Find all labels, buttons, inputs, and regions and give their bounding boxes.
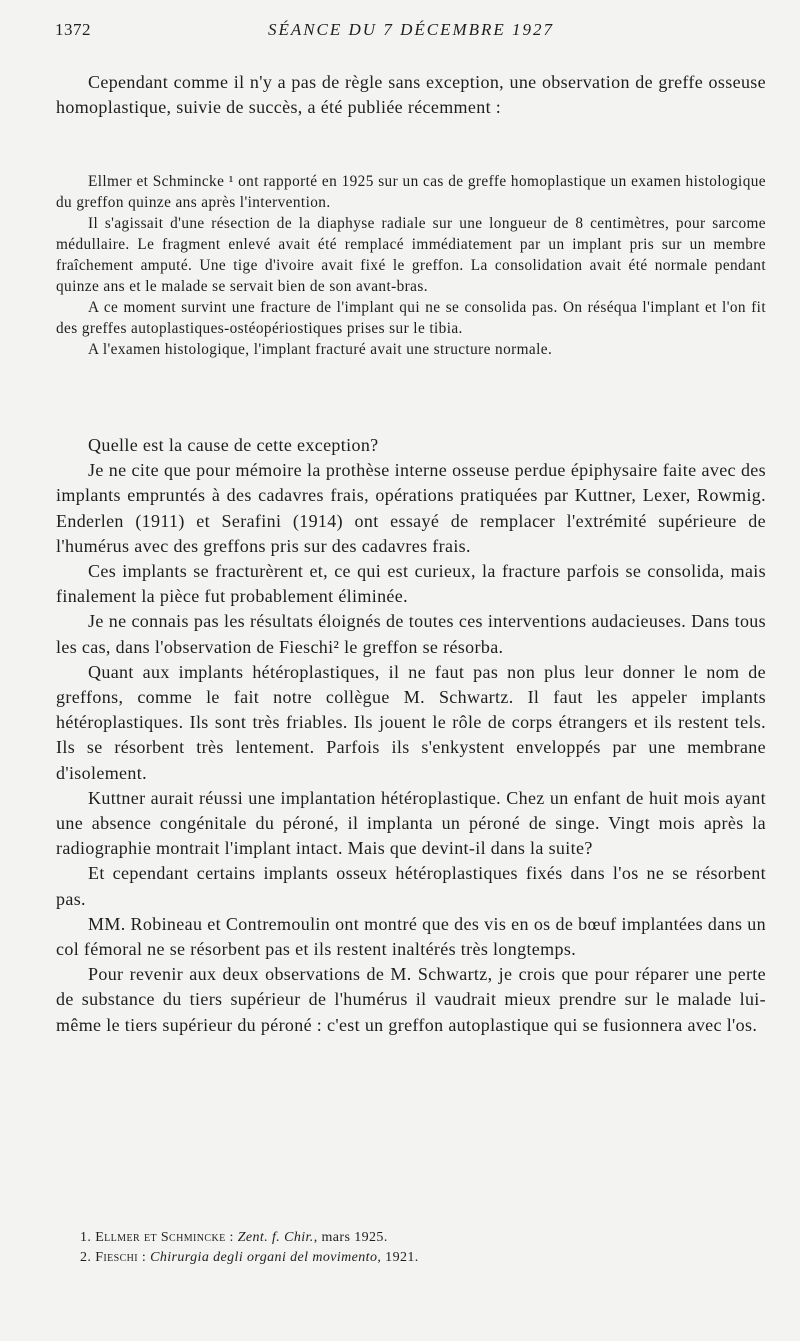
footnote-separator: :	[225, 1230, 238, 1245]
footnote-number: 1.	[80, 1230, 92, 1245]
page-header	[55, 18, 767, 44]
body-paragraph: Quelle est la cause de cette exception?	[88, 435, 379, 455]
quote-paragraph: A l'examen histologique, l'implant fracturé avait une structure normale.	[88, 341, 553, 358]
footnote-2	[80, 1248, 720, 1268]
body-paragraph: Je ne connais pas les résultats éloignés de toutes ces interventions audacieuses. Dans tous les cas, dans l'observation de Fieschi² le greffon se résorba.	[56, 611, 766, 657]
quoted-observation	[56, 171, 766, 360]
footnote-authors: Fieschi	[95, 1250, 139, 1265]
footnote-separator: :	[138, 1250, 151, 1265]
footnote-date: , mars 1925.	[313, 1230, 388, 1245]
body-paragraph: Ces implants se fracturèrent et, ce qui est curieux, la fracture parfois se consolida, mais finalement la pièce fut probablement éliminée.	[56, 561, 766, 607]
body-paragraph: MM. Robineau et Contremoulin ont montré que des vis en os de bœuf implantées dans un col fémoral ne se résorbent pas et ils restent inaltérés très longtemps.	[56, 913, 766, 960]
body-paragraph: Pour revenir aux deux observations de M. Schwartz, je crois que pour réparer une perte de substance du tiers supérieur de l'humérus il vaudrait mieux prendre sur le malade lui-même le tiers supérieur du péroné : c'est un greffon autoplastique qui se fusionnera avec l'os.	[56, 964, 766, 1035]
body-paragraph: Je ne cite que pour mémoire la prothèse interne osseuse perdue épiphysaire faite avec des implants empruntés à des cadavres frais, opérations pratiquées par Kuttner, Lexer, Rowmig. Enderlen (1911) et Serafini (1914) ont essayé de remplacer l'extrémité supérieure de l'humérus avec des greffons pris sur des cadavres frais.	[56, 460, 766, 556]
page-number: 1372	[55, 20, 91, 39]
running-head: SÉANCE DU 7 DÉCEMBRE 1927	[267, 20, 555, 39]
footnote-authors: Ellmer et Schmincke	[95, 1230, 226, 1245]
footnote-1	[80, 1228, 720, 1248]
footnote-number: 2.	[80, 1250, 92, 1265]
intro-paragraph: Cependant comme il n'y a pas de règle sans exception, une observation de greffe osseuse homoplastique, suivie de succès, a été publiée récemment :	[56, 72, 766, 118]
footnote-date: , 1921.	[377, 1250, 419, 1265]
body-paragraph: Kuttner aurait réussi une implantation hétéroplastique. Chez un enfant de huit mois ayant une absence congénitale du péroné, il implanta un péroné de singe. Vingt mois après la radiographie montrait l'implant intact. Mais que devint-il dans la suite?	[56, 787, 766, 859]
body-paragraph: Quant aux implants hétéroplastiques, il ne faut pas non plus leur donner le nom de greffons, comme le fait notre collègue M. Schwartz. Il faut les appeler implants hétéroplastiques. Ils sont très friables. Ils jouent le rôle de corps étrangers et ils restent tels. Ils se résorbent très lentement. Parfois ils s'enkystent enveloppés par une membrane d'isolement.	[56, 661, 766, 783]
footnote-journal: Chirurgia degli organi del movimento	[150, 1250, 378, 1265]
quote-paragraph: Ellmer et Schmincke ¹ ont rapporté en 1925 sur un cas de greffe homoplastique un examen histologique du greffon quinze ans après l'intervention.	[56, 173, 766, 211]
footnote-journal: Zent. f. Chir.	[237, 1230, 314, 1245]
body-paragraph: Et cependant certains implants osseux hétéroplastiques fixés dans l'os ne se résorbent pas.	[56, 863, 766, 909]
intro-section	[56, 70, 766, 120]
main-text	[56, 433, 766, 1038]
quote-paragraph: A ce moment survint une fracture de l'implant qui ne se consolida pas. On réséqua l'implant et l'on fit des greffes autoplastiques-ostéopériostiques prises sur le tibia.	[56, 299, 766, 337]
quote-paragraph: Il s'agissait d'une résection de la diaphyse radiale sur une longueur de 8 centimètres, pour sarcome médullaire. Le fragment enlevé avait été remplacé immédiatement par un implant pris sur un membre fraîchement amputé. Une tige d'ivoire avait fixé le greffon. La consolidation avait été normale pendant quinze ans et le malade se servait bien de son avant-bras.	[56, 215, 766, 295]
footnotes	[80, 1228, 720, 1268]
